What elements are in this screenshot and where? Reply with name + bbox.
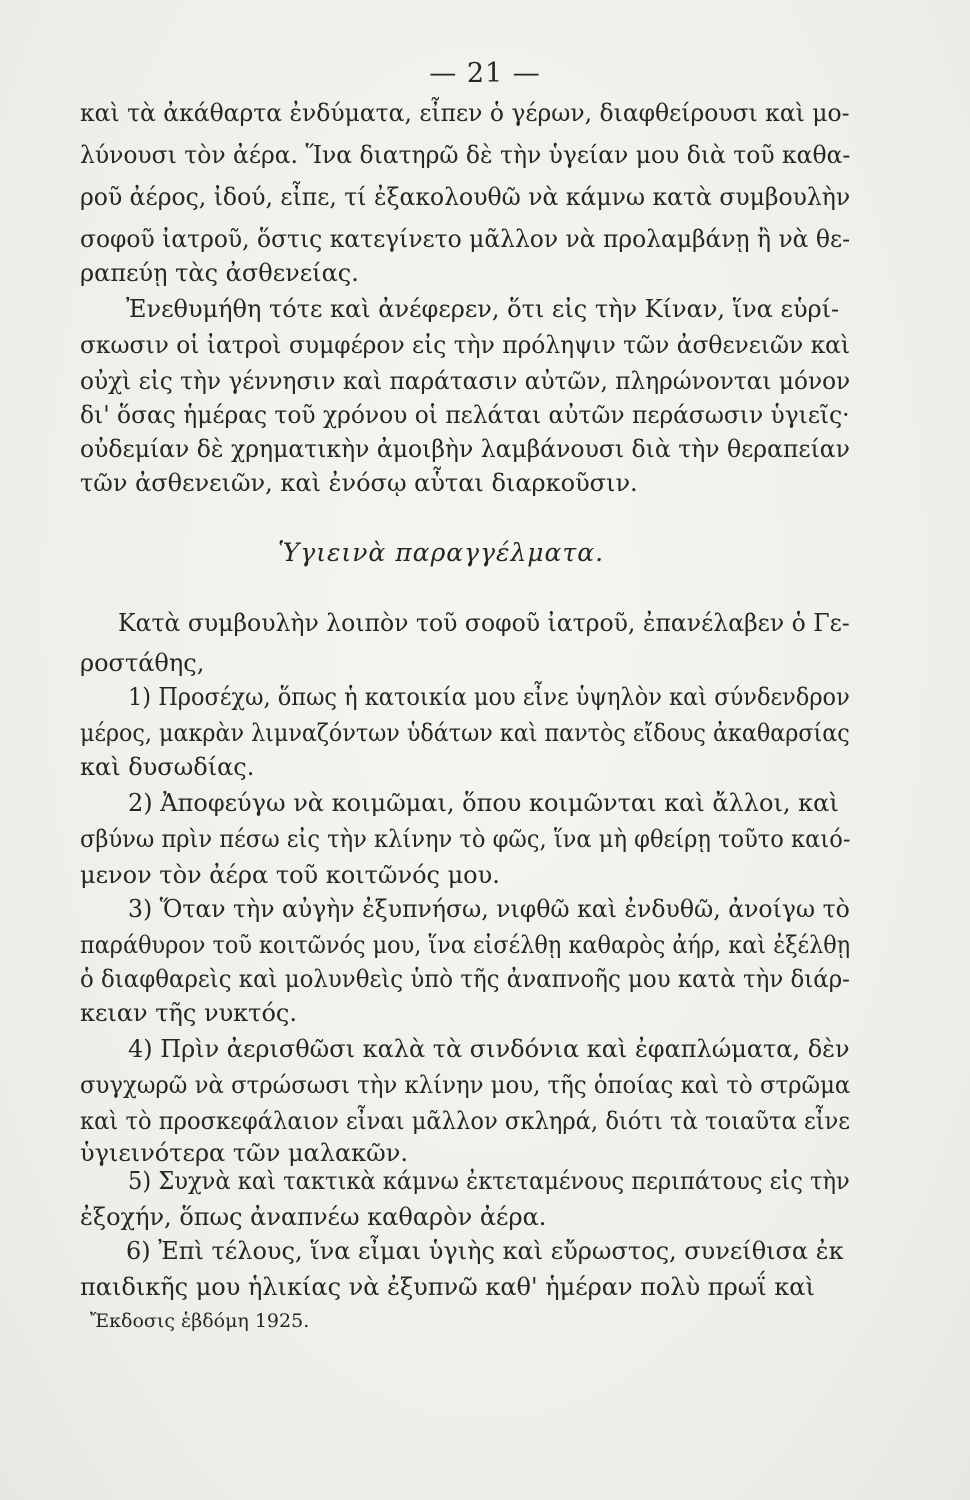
- text-line: ὁ διαφθαρεὶς καὶ μολυνθεὶς ὑπὸ τῆς ἀναπνοῆς μου κατὰ τὴν διάρ-: [80, 965, 850, 993]
- text-line: καὶ δυσωδίας.: [80, 753, 255, 781]
- text-line: ροστάθης,: [80, 649, 205, 677]
- text-line: παράθυρον τοῦ κοιτῶνός μου, ἵνα εἰσέλθῃ καθαρὸς ἀήρ, καὶ ἐξέλθῃ: [80, 931, 851, 959]
- text-line: σοφοῦ ἰατροῦ, ὅστις κατεγίνετο μᾶλλον νὰ προλαμβάνῃ ἢ νὰ θε-: [80, 225, 851, 253]
- text-line: σκωσιν οἱ ἰατροὶ συμφέρον εἰς τὴν πρόληψιν τῶν ἀσθενειῶν καὶ: [80, 331, 851, 359]
- text-line: καὶ τὸ προσκεφάλαιον εἶναι μᾶλλον σκληρά, διότι τὰ τοιαῦτα εἶνε: [80, 1107, 851, 1135]
- text-line: 6) Ἐπὶ τέλους, ἵνα εἶμαι ὑγιὴς καὶ εὔρωστος, συνείθισα ἐκ: [126, 1237, 844, 1265]
- text-line: 4) Πρὶν ἀερισθῶσι καλὰ τὰ σινδόνια καὶ ἐφαπλώματα, δὲν: [128, 1035, 850, 1063]
- text-line: παιδικῆς μου ἡλικίας νὰ ἐξυπνῶ καθ' ἡμέραν πολὺ πρωΐ καὶ: [80, 1273, 815, 1301]
- text-line: τῶν ἀσθενειῶν, καὶ ἐνόσῳ αὗται διαρκοῦσιν.: [80, 469, 638, 497]
- text-line: Ἐνεθυμήθη τότε καὶ ἀνέφερεν, ὅτι εἰς τὴν Κίναν, ἵνα εὑρί-: [126, 295, 840, 323]
- text-line: ὑγιεινότερα τῶν μαλακῶν.: [80, 1139, 408, 1167]
- text-line: συγχωρῶ νὰ στρώσωσι τὴν κλίνην μου, τῆς ὁποίας καὶ τὸ στρῶμα: [80, 1071, 851, 1099]
- text-line: 3) Ὅταν τὴν αὐγὴν ἐξυπνήσω, νιφθῶ καὶ ἐνδυθῶ, ἀνοίγω τὸ: [128, 895, 850, 923]
- text-line: οὐχὶ εἰς τὴν γέννησιν καὶ παράτασιν αὐτῶν, πληρώνονται μόνον: [80, 367, 851, 395]
- text-line: δι' ὅσας ἡμέρας τοῦ χρόνου οἱ πελάται αὐτῶν περάσωσιν ὑγιεῖς·: [80, 401, 850, 429]
- text-line: μέρος, μακρὰν λιμναζόντων ὑδάτων καὶ παντὸς εἴδους ἀκαθαρσίας: [80, 719, 850, 747]
- text-line: Κατὰ συμβουλὴν λοιπὸν τοῦ σοφοῦ ἰατροῦ, ἐπανέλαβεν ὁ Γε-: [118, 609, 850, 637]
- text-line: οὐδεμίαν δὲ χρηματικὴν ἀμοιβὴν λαμβάνουσι διὰ τὴν θεραπείαν: [80, 435, 850, 463]
- text-line: ἐξοχήν, ὅπως ἀναπνέω καθαρὸν ἀέρα.: [80, 1203, 547, 1231]
- text-line: καὶ τὰ ἀκάθαρτα ἐνδύματα, εἶπεν ὁ γέρων, διαφθείρουσι καὶ μο-: [80, 99, 850, 127]
- text-line: ροῦ ἀέρος, ἰδού, εἶπε, τί ἐξακολουθῶ νὰ κάμνω κατὰ συμβουλὴν: [80, 183, 851, 211]
- text-line: λύνουσι τὸν ἀέρα. Ἵνα διατηρῶ δὲ τὴν ὑγείαν μου διὰ τοῦ καθα-: [80, 141, 851, 169]
- text-line: σβύνω πρὶν πέσω εἰς τὴν κλίνην τὸ φῶς, ἵνα μὴ φθείρῃ τοῦτο καιό-: [80, 825, 851, 853]
- text-line: κειαν τῆς νυκτός.: [80, 999, 297, 1027]
- text-line: μενον τὸν ἀέρα τοῦ κοιτῶνός μου.: [80, 861, 500, 889]
- page-number: — 21 —: [429, 58, 541, 89]
- text-line: 5) Συχνὰ καὶ τακτικὰ κάμνω ἐκτεταμένους περιπάτους εἰς τὴν: [128, 1167, 850, 1195]
- edition-footer: Ἔκδοσις ἑβδόμη 1925.: [90, 1310, 310, 1332]
- text-line: ραπεύῃ τὰς ἀσθενείας.: [80, 259, 359, 287]
- text-line: 1) Προσέχω, ὅπως ἡ κατοικία μου εἶνε ὑψηλὸν καὶ σύνδενδρον: [128, 683, 850, 711]
- text-line: 2) Ἀποφεύγω νὰ κοιμῶμαι, ὅπου κοιμῶνται καὶ ἄλλοι, καὶ: [128, 789, 839, 817]
- section-heading: Ὑγιεινὰ παραγγέλματα.: [278, 538, 605, 567]
